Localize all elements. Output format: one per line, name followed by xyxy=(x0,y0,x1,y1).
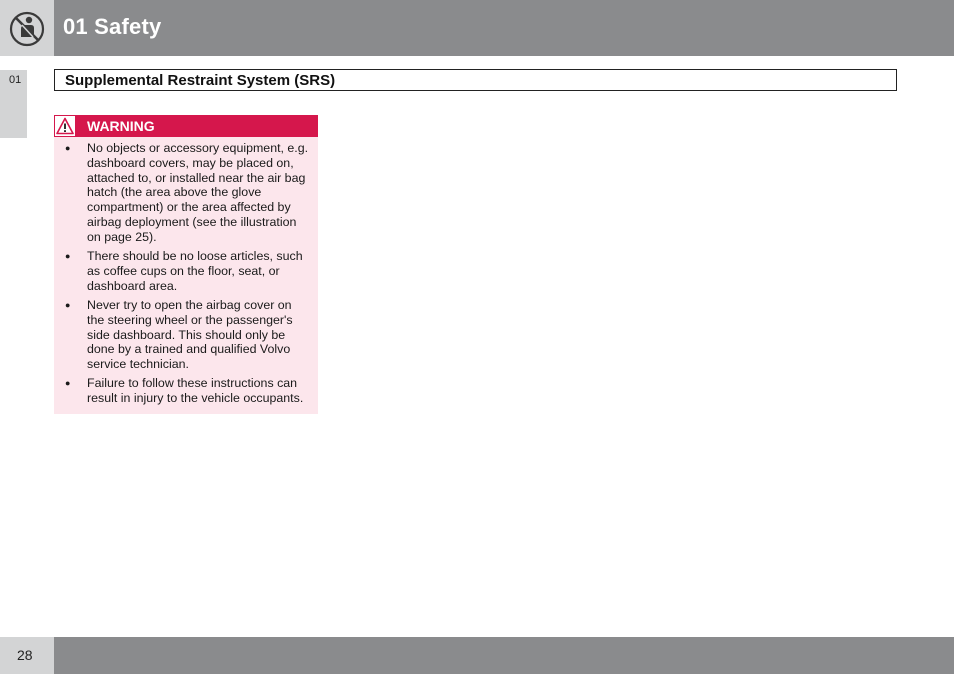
page-number: 28 xyxy=(17,647,33,663)
warning-item-text: No objects or accessory equipment, e.g. dashboard covers, may be placed on, attached to, or installed near the air bag hatch (the area above the glove compartment) or the area affected by airbag deployment (see the illustration on page 25). xyxy=(87,141,309,244)
warning-box xyxy=(54,115,318,414)
footer-bar xyxy=(54,637,954,674)
warning-item xyxy=(54,249,318,293)
page-number-box xyxy=(0,637,54,674)
seatbelt-safety-icon xyxy=(9,11,45,47)
bullet-icon: ● xyxy=(65,299,71,310)
warning-triangle-icon xyxy=(56,117,74,135)
chapter-title: 01 Safety xyxy=(63,14,162,39)
warning-item-text: Failure to follow these instructions can result in injury to the vehicle occupants. xyxy=(87,376,304,406)
header-bar xyxy=(54,0,954,56)
header-icon-box xyxy=(0,0,54,56)
warning-list xyxy=(54,141,318,411)
bullet-icon: ● xyxy=(65,378,71,389)
warning-item-text: Never try to open the airbag cover on the steering wheel or the passenger's side dashboard. This should only be done by a trained and qualified Volvo service technician. xyxy=(87,297,293,372)
warning-item xyxy=(54,141,318,245)
chapter-tab-label: 01 xyxy=(9,74,22,86)
warning-item-text: There should be no loose articles, such as coffee cups on the floor, seat, or dashboard area. xyxy=(87,249,303,293)
warning-header xyxy=(54,115,318,137)
section-title-box xyxy=(54,69,897,91)
chapter-tab[interactable] xyxy=(0,70,27,138)
warning-item xyxy=(54,376,318,406)
warning-icon-box xyxy=(54,115,76,137)
bullet-icon: ● xyxy=(65,251,71,262)
bullet-icon: ● xyxy=(65,143,71,153)
warning-label: WARNING xyxy=(87,118,155,134)
warning-item xyxy=(54,298,318,372)
section-title: Supplemental Restraint System (SRS) xyxy=(65,72,336,89)
